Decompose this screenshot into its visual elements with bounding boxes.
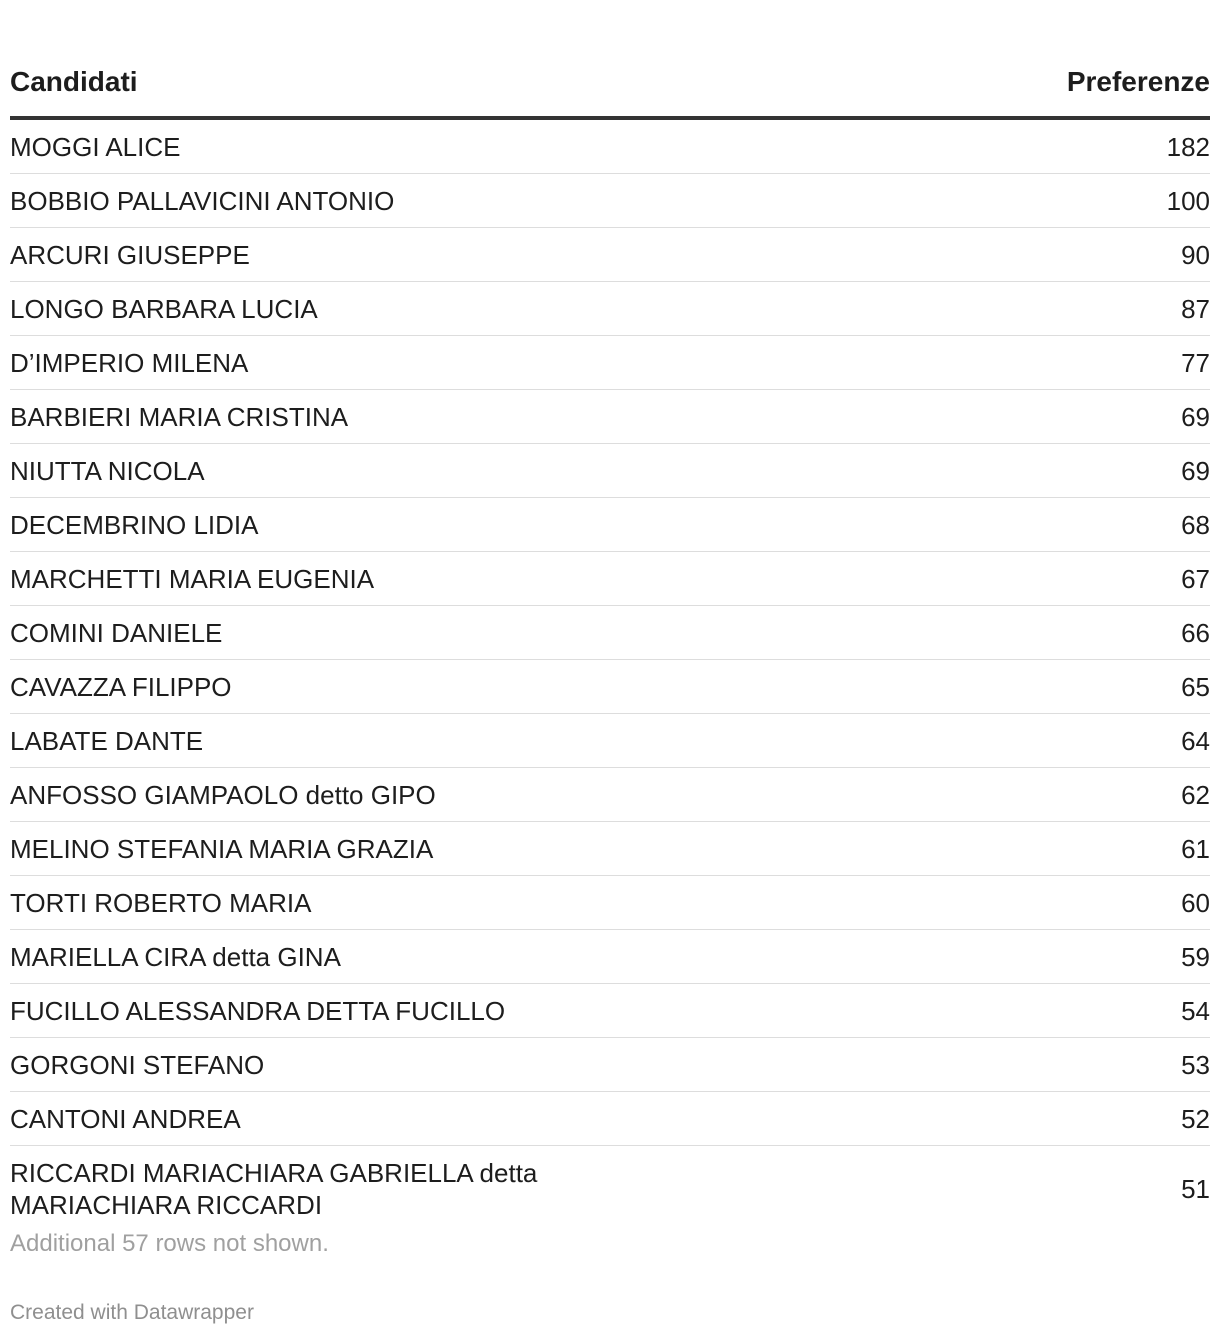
- table-row: [10, 498, 1210, 552]
- preference-count: 61: [910, 822, 1210, 876]
- table-row: [10, 174, 1210, 228]
- candidate-name: COMINI DANIELE: [10, 617, 223, 648]
- candidate-name-cell: [10, 552, 910, 606]
- table-row: [10, 768, 1210, 822]
- candidate-name: GORGONI STEFANO: [10, 1049, 265, 1080]
- table-row: [10, 606, 1210, 660]
- preference-count: 65: [910, 660, 1210, 714]
- preference-count: 59: [910, 930, 1210, 984]
- candidate-name: MARCHETTI MARIA EUGENIA: [10, 563, 375, 594]
- candidate-name-cell: [10, 498, 910, 552]
- candidate-name: NIUTTA NICOLA: [10, 455, 205, 486]
- candidate-name: MARIELLA CIRA detta GINA: [10, 941, 341, 972]
- candidate-name-cell: [10, 228, 910, 282]
- table-row: [10, 444, 1210, 498]
- table-header-row: [10, 0, 1210, 118]
- preference-count: 100: [910, 174, 1210, 228]
- candidate-name-cell: [10, 660, 910, 714]
- preference-count: 51: [1181, 1174, 1210, 1204]
- candidate-name-cell: [10, 282, 910, 336]
- preference-count: 52: [910, 1092, 1210, 1146]
- preference-count: 87: [910, 282, 1210, 336]
- candidate-name-cell: [10, 822, 910, 876]
- candidate-name: MOGGI ALICE: [10, 131, 181, 162]
- candidate-name-cell: [10, 714, 910, 768]
- table-row: [10, 822, 1210, 876]
- candidate-name-cell: [10, 1092, 910, 1146]
- table-row: [10, 1092, 1210, 1146]
- candidate-name: RICCARDI MARIACHIARA GABRIELLA detta MARIACHIARA RICCARDI: [10, 1158, 538, 1220]
- table-row: [10, 552, 1210, 606]
- candidate-name-cell: [10, 1038, 910, 1092]
- table-row: [10, 390, 1210, 444]
- candidate-name-cell: [10, 336, 910, 390]
- candidate-name-cell: [10, 390, 910, 444]
- candidate-name: TORTI ROBERTO MARIA: [10, 887, 312, 918]
- candidate-name-cell: [10, 174, 910, 228]
- table-row: [10, 1038, 1210, 1092]
- preference-count: 182: [910, 118, 1210, 174]
- preference-count: 53: [910, 1038, 1210, 1092]
- rows-not-shown-note: Additional 57 rows not shown.: [10, 1230, 329, 1257]
- results-table: [10, 0, 1210, 1232]
- table-row: [10, 930, 1210, 984]
- candidate-name: MELINO STEFANIA MARIA GRAZIA: [10, 833, 434, 864]
- candidate-name: ARCURI GIUSEPPE: [10, 239, 250, 270]
- preference-count: 60: [910, 876, 1210, 930]
- table-row: [10, 876, 1210, 930]
- preference-count: 77: [910, 336, 1210, 390]
- candidate-name-cell: [10, 606, 910, 660]
- table-row: [10, 984, 1210, 1038]
- preference-count: 64: [910, 714, 1210, 768]
- candidate-name-cell: [10, 984, 910, 1038]
- table-row: [10, 660, 1210, 714]
- candidate-name-cell: [10, 768, 910, 822]
- column-header-preferenze[interactable]: Preferenze: [910, 0, 1210, 118]
- candidate-name: BOBBIO PALLAVICINI ANTONIO: [10, 185, 395, 216]
- table-row: [10, 1146, 1210, 1233]
- table-row: [10, 336, 1210, 390]
- candidate-name: LABATE DANTE: [10, 725, 204, 756]
- candidate-name: LONGO BARBARA LUCIA: [10, 293, 318, 324]
- table-container: [10, 0, 1210, 1232]
- table-row: [10, 118, 1210, 174]
- preference-count: 62: [910, 768, 1210, 822]
- datawrapper-credit: Created with Datawrapper: [10, 1301, 254, 1324]
- candidate-name-cell: [10, 118, 910, 174]
- candidate-name-cell: [10, 444, 910, 498]
- preference-count: 54: [910, 984, 1210, 1038]
- table-row: [10, 282, 1210, 336]
- preference-count: 68: [910, 498, 1210, 552]
- candidate-name: CAVAZZA FILIPPO: [10, 671, 232, 702]
- table-body: [10, 118, 1210, 1232]
- candidate-name: CANTONI ANDREA: [10, 1103, 241, 1134]
- column-header-candidati[interactable]: Candidati: [10, 0, 910, 118]
- candidate-name-cell: [10, 930, 910, 984]
- candidate-name-cell: [10, 876, 910, 930]
- candidate-name: BARBIERI MARIA CRISTINA: [10, 401, 349, 432]
- preference-count: 69: [910, 390, 1210, 444]
- candidate-name: ANFOSSO GIAMPAOLO detto GIPO: [10, 779, 436, 810]
- table-row: [10, 228, 1210, 282]
- candidate-name: D’IMPERIO MILENA: [10, 347, 249, 378]
- preference-count: 90: [910, 228, 1210, 282]
- preference-count: 67: [910, 552, 1210, 606]
- preference-count: 66: [910, 606, 1210, 660]
- candidate-name-cell: [10, 1146, 910, 1233]
- candidate-name: FUCILLO ALESSANDRA DETTA FUCILLO: [10, 995, 506, 1026]
- candidate-name: DECEMBRINO LIDIA: [10, 509, 259, 540]
- preference-count: 69: [910, 444, 1210, 498]
- table-row: [10, 714, 1210, 768]
